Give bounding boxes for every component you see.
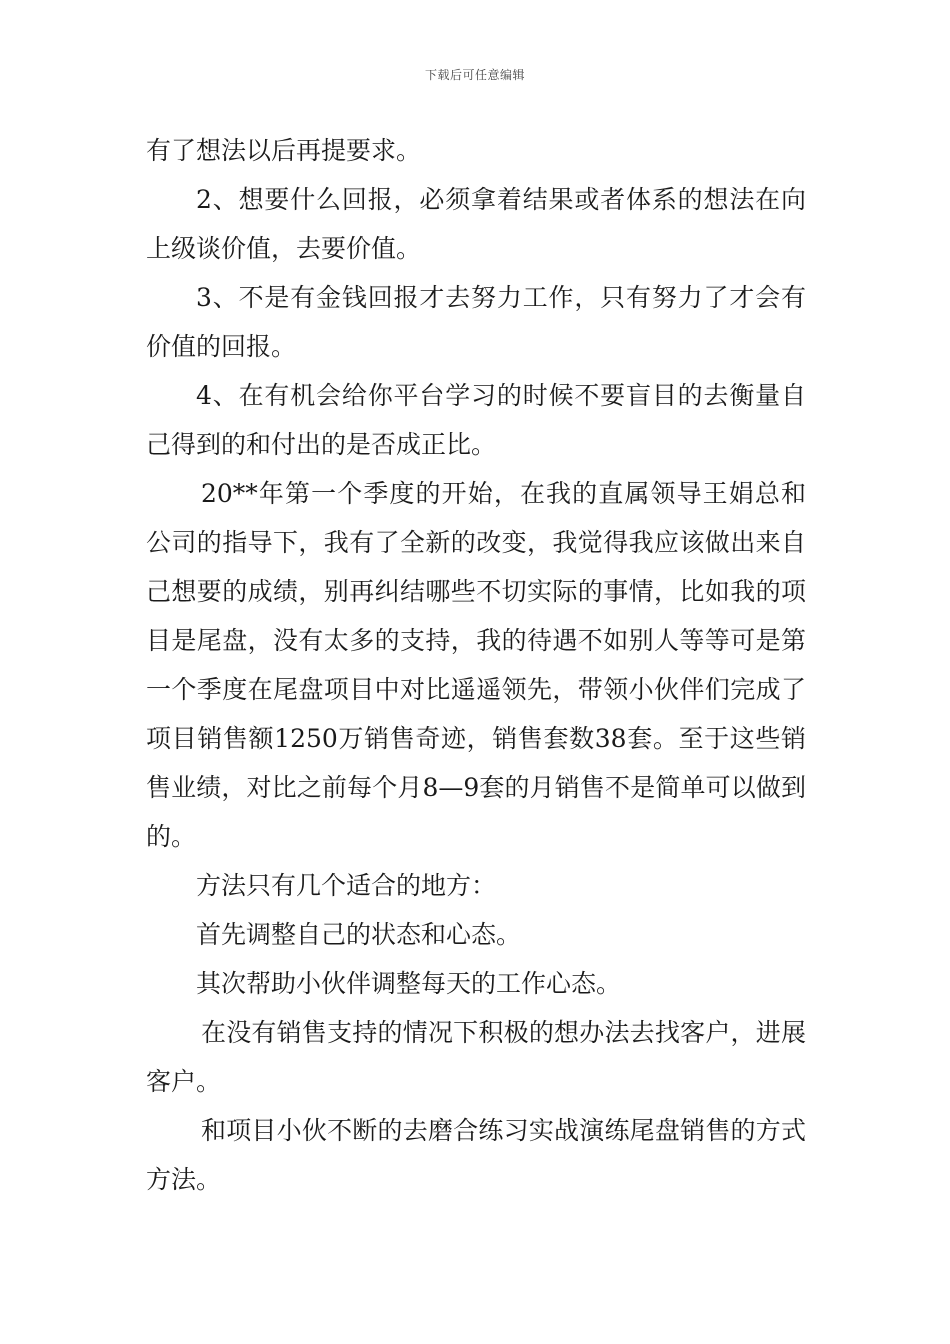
document-body	[146, 126, 806, 1204]
paragraph-methods-intro: 方法只有几个适合的地方：	[196, 871, 497, 900]
paragraph-method-1: 首先调整自己的状态和心态。	[196, 920, 522, 949]
paragraph-method-4: 和项目小伙不断的去磨合练习实战演练尾盘销售的方式方法。	[146, 1116, 806, 1194]
paragraph-point-3: 3、不是有金钱回报才去努力工作，只有努力了才会有价值的回报。	[146, 283, 806, 361]
paragraph-method-2: 其次帮助小伙伴调整每天的工作心态。	[196, 969, 622, 998]
page-header-note: 下载后可任意编辑	[424, 68, 525, 82]
paragraph-point-4: 4、在有机会给你平台学习的时候不要盲目的去衡量自己得到的和付出的是否成正比。	[146, 381, 806, 459]
paragraph-point-2: 2、想要什么回报，必须拿着结果或者体系的想法在向上级谈价值，去要价值。	[146, 185, 806, 263]
paragraph-method-3: 在没有销售支持的情况下积极的想办法去找客户，进展客户。	[146, 1018, 806, 1096]
paragraph-q1-summary: 20**年第一个季度的开始，在我的直属领导王娟总和公司的指导下，我有了全新的改变，我觉得我应该做出来自己想要的成绩，别再纠结哪些不切实际的事情，比如我的项目是尾盘，没有太多的支持，我的待遇不如别人等等可是第一个季度在尾盘项目中对比遥遥领先，带领小伙伴们完成了项目销售额1250万销售奇迹，销售套数38套。至于这些销售业绩，对比之前每个月8—9套的月销售不是简单可以做到的。	[146, 479, 806, 851]
paragraph-continuation: 有了想法以后再提要求。	[146, 136, 422, 165]
